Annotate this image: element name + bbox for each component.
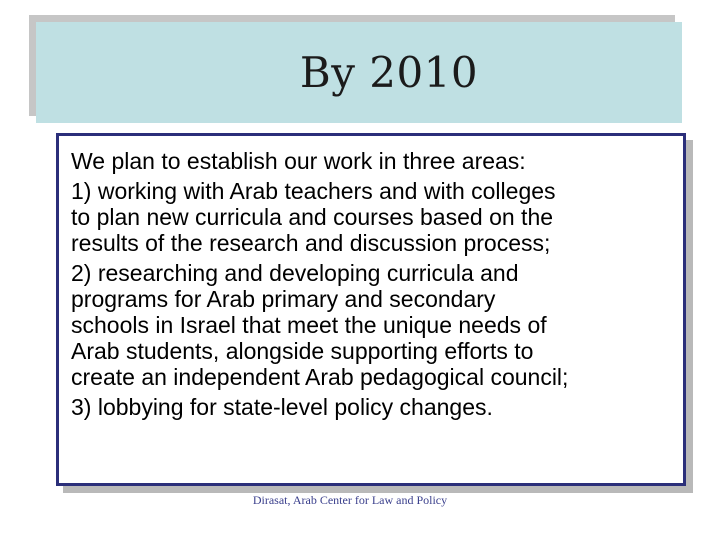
list-item: 3) lobbying for state-level policy changes. [71, 394, 493, 420]
content-text [71, 148, 683, 424]
intro-paragraph: We plan to establish our work in three areas: [71, 148, 526, 174]
list-item: 1) working with Arab teachers and with colleges to plan new curricula and courses based on the results of the research and discussion process; [71, 178, 556, 256]
list-item: 2) researching and developing curricula and programs for Arab primary and secondary schools in Israel that meet the unique needs of Arab students, alongside supporting efforts to create an independent Arab pedagogical council; [71, 260, 569, 390]
footer-credit: Dirasat, Arab Center for Law and Policy [252, 493, 448, 507]
title-banner [36, 22, 682, 123]
slide-title: By 2010 [299, 48, 479, 97]
